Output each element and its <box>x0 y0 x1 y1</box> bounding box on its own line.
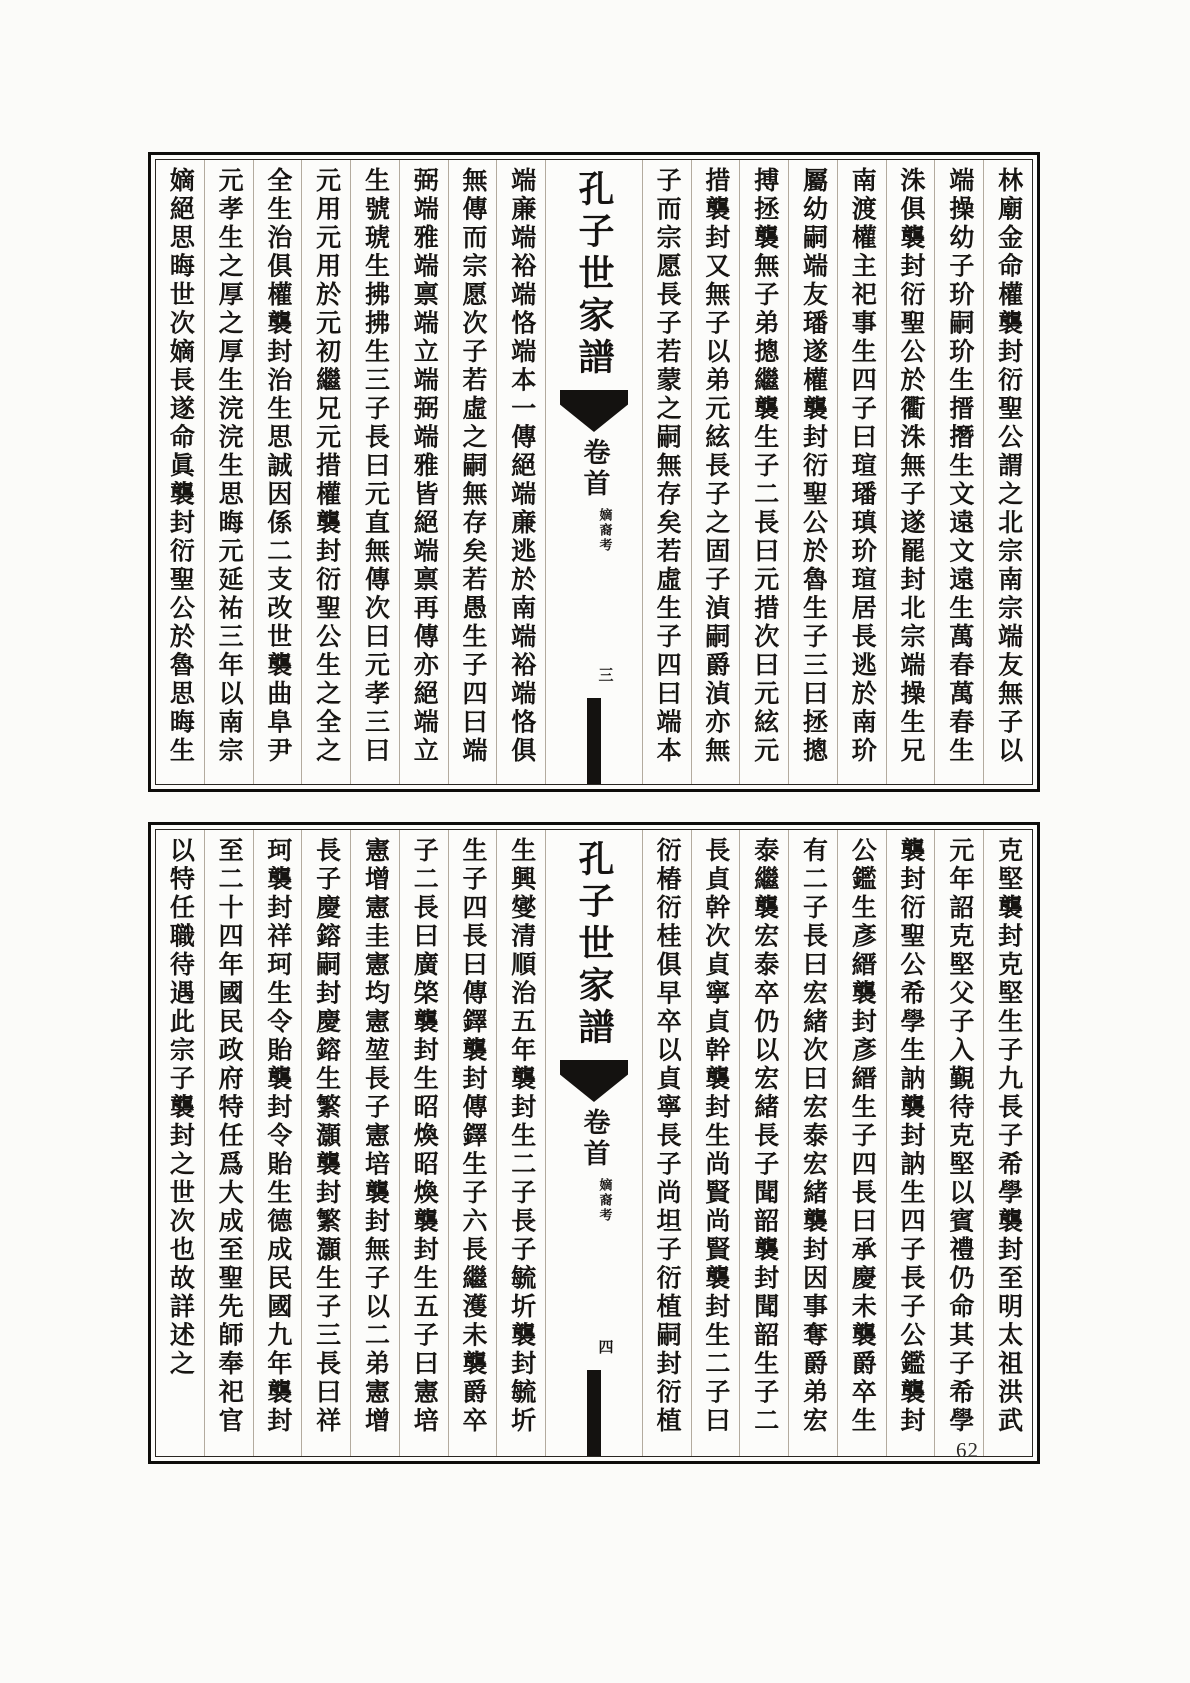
text-column <box>886 160 935 784</box>
text-column <box>642 830 691 1456</box>
page-frame-top-inner <box>155 159 1033 785</box>
volume-label: 卷首 <box>579 1108 610 1170</box>
text-column <box>837 830 886 1456</box>
book-title: 孔子世家譜 <box>573 840 614 1050</box>
column-text: 搏拯襲無子弟摠繼襲生子二長曰元措次曰元絃元 <box>750 167 778 766</box>
text-column <box>886 830 935 1456</box>
column-text: 端亷端裕端恪端本一傳絕端亷逃於南端裕端恪俱 <box>507 167 535 766</box>
text-column <box>837 160 886 784</box>
black-bar-ornament <box>587 1370 601 1456</box>
text-column <box>496 160 545 784</box>
column-text: 長子慶鎔嗣封慶鎔生繁灝襲封繁灝生子三長曰祥 <box>312 837 340 1436</box>
column-text: 生興燮清順治五年襲封生二子長子毓圻襲封毓圻 <box>507 837 535 1436</box>
page-frame-bottom-inner <box>155 829 1033 1457</box>
text-column <box>399 160 448 784</box>
column-text: 元孝生之厚之厚生浣浣生思晦元延祐三年以南宗 <box>215 167 243 766</box>
chapter-label: 嫡裔考 <box>597 1178 613 1223</box>
black-bar-ornament <box>587 698 601 784</box>
column-text: 弼端雅端禀端立端弼端雅皆絕端禀再傳亦絕端立 <box>410 167 438 766</box>
text-column <box>204 160 253 784</box>
column-text: 生子四長曰傳鐸襲封傳鐸生子六長繼濩未襲爵卒 <box>459 837 487 1436</box>
column-text: 子而宗愿長子若蒙之嗣無存矣若虛生子四曰端本 <box>653 167 681 766</box>
text-column <box>350 830 399 1456</box>
text-column <box>983 160 1032 784</box>
text-column <box>691 160 740 784</box>
text-column <box>156 160 204 784</box>
title-column <box>545 830 642 1456</box>
fishtail-ornament-icon <box>560 390 629 432</box>
text-column <box>253 830 302 1456</box>
text-column <box>156 830 204 1456</box>
column-text: 屬幼嗣端友璠遂權襲封衍聖公於魯生子三曰拯摠 <box>799 167 827 766</box>
column-text: 端操幼子玠嗣玠生搢撍生文遠文遠生萬春萬春生 <box>945 167 973 766</box>
text-column <box>642 160 691 784</box>
column-text: 至二十四年國民政府特任爲大成至聖先師奉祀官 <box>215 837 243 1436</box>
column-text: 襲封衍聖公希學生訥襲封訥生四子長子公鑑襲封 <box>897 837 925 1436</box>
folio-number: 三 <box>598 668 614 684</box>
text-column <box>204 830 253 1456</box>
column-text: 有二子長曰宏緒次曰宏泰宏緒襲封因事奪爵弟宏 <box>799 837 827 1436</box>
column-text: 衍椿衍桂俱早卒以貞寧長子尚坦子衍植嗣封衍植 <box>653 837 681 1436</box>
text-column <box>983 830 1032 1456</box>
book-title: 孔子世家譜 <box>573 170 614 380</box>
column-text: 珂襲封祥珂生令貽襲封令貽生德成民國九年襲封 <box>263 837 291 1436</box>
text-column <box>399 830 448 1456</box>
column-text: 公鑑生彥縉襲封彥縉生子四長曰承慶未襲爵卒生 <box>848 837 876 1436</box>
text-column <box>691 830 740 1456</box>
text-column <box>301 830 350 1456</box>
text-column <box>448 830 497 1456</box>
text-column <box>350 160 399 784</box>
page-number: 62 <box>956 1438 979 1462</box>
text-column <box>788 160 837 784</box>
column-text: 林廟金命權襲封衍聖公謂之北宗南宗端友無子以 <box>994 167 1022 766</box>
column-text: 措襲封又無子以弟元絃長子之固子湞嗣爵湞亦無 <box>701 167 729 766</box>
text-column <box>739 830 788 1456</box>
volume-label: 卷首 <box>579 438 610 500</box>
column-text: 生號琥生拂拂生三子長曰元直無傳次曰元孝三曰 <box>361 167 389 766</box>
column-text: 長貞幹次貞寧貞幹襲封生尚賢尚賢襲封生二子曰 <box>701 837 729 1436</box>
page-frame-bottom <box>148 822 1040 1464</box>
column-text: 嫡絕思晦世次嫡長遂命眞襲封衍聖公於魯思晦生 <box>166 167 194 766</box>
column-text: 元年詔克堅父子入覲待克堅以賓禮仍命其子希學 <box>945 837 973 1436</box>
page-frame-top <box>148 152 1040 792</box>
column-text: 洙俱襲封衍聖公於衢洙無子遂罷封北宗端操生兄 <box>897 167 925 766</box>
chapter-label: 嫡裔考 <box>597 508 613 553</box>
column-text: 元用元用於元初繼兄元措權襲封衍聖公生之全之 <box>312 167 340 766</box>
column-text: 南渡權主祀事生四子曰瑄璠瑱玠瑄居長逃於南玠 <box>848 167 876 766</box>
text-column <box>788 830 837 1456</box>
column-text: 泰繼襲宏泰卒仍以宏緒長子聞韶襲封聞韶生子二 <box>750 837 778 1436</box>
text-column <box>253 160 302 784</box>
fishtail-ornament-icon <box>560 1060 629 1102</box>
column-text: 子二長曰廣棨襲封生昭煥昭煥襲封生五子曰憲培 <box>410 837 438 1436</box>
column-text: 憲增憲圭憲均憲堃長子憲培襲封無子以二弟憲增 <box>361 837 389 1436</box>
text-column <box>934 830 983 1456</box>
column-text: 無傳而宗愿次子若虛之嗣無存矣若愚生子四曰端 <box>459 167 487 766</box>
text-column <box>934 160 983 784</box>
text-column <box>496 830 545 1456</box>
text-column <box>739 160 788 784</box>
column-text: 以特任職待遇此宗子襲封之世次也故詳述之 <box>166 837 194 1379</box>
title-column <box>545 160 642 784</box>
column-text: 克堅襲封克堅生子九長子希學襲封至明太祖洪武 <box>994 837 1022 1436</box>
text-column <box>301 160 350 784</box>
folio-number: 四 <box>598 1340 614 1356</box>
column-text: 全生治俱權襲封治生思誠因係二支改世襲曲阜尹 <box>263 167 291 766</box>
text-column <box>448 160 497 784</box>
